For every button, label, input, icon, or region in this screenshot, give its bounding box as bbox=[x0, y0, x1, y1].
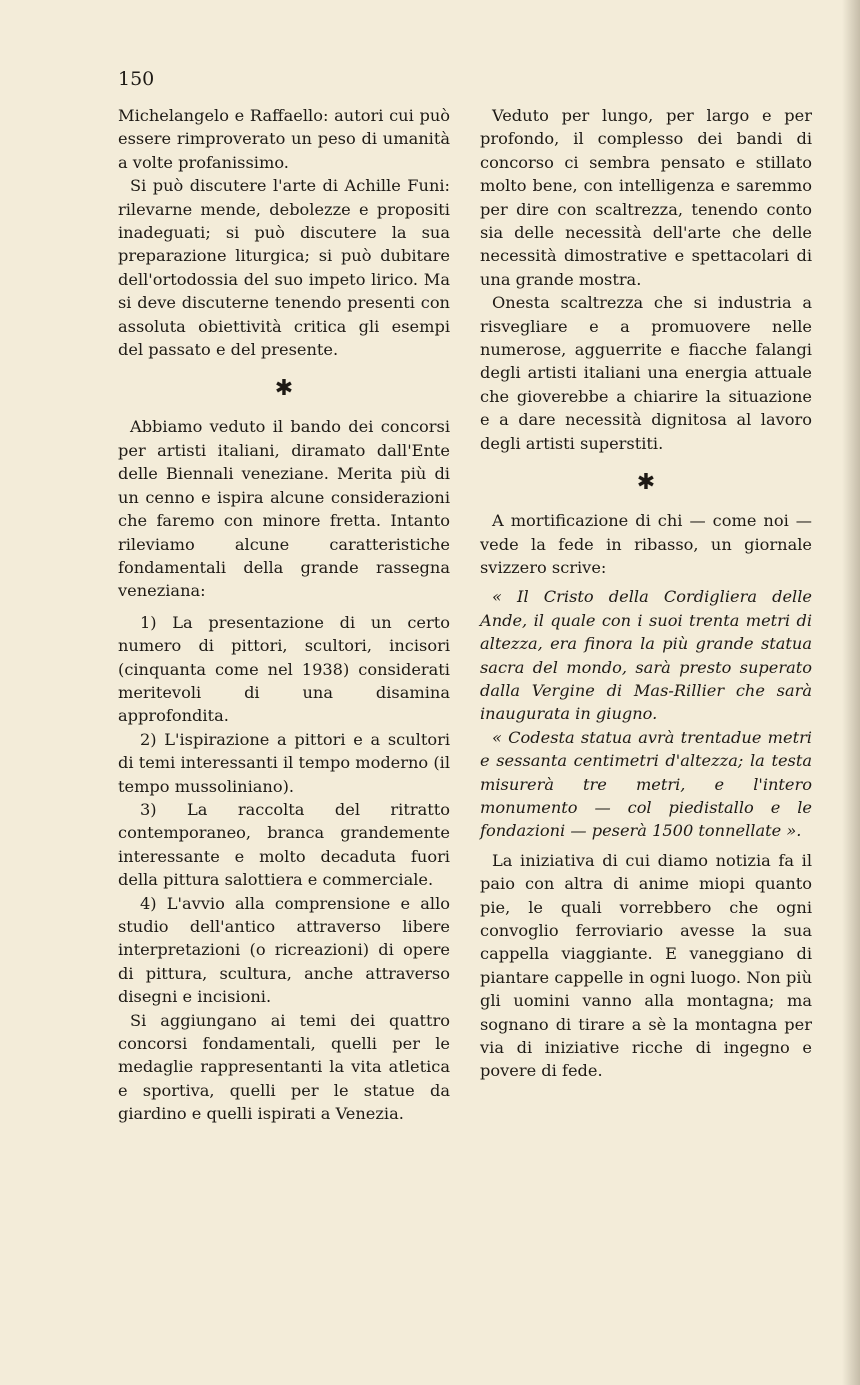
left-paragraph-3: Abbiamo veduto il bando dei concorsi per artisti italiani, diramato dall'Ente delle Biennali veneziane. Merita più di un cenno e ispira alcune considerazioni che faremo con minore fretta. Intanto rileviamo alcune caratteristiche fondamentali della grande rassegna veneziana: bbox=[118, 417, 450, 601]
right-paragraph-1: Veduto per lungo, per largo e per profondo, il complesso dei bandi di concorso ci sembra pensato e stillato molto bene, con intelligenza e saremmo per dire con scaltrezza, tenendo conto sia delle necessità dell'arte che delle necessità dimostrative e spettacolari di una grande mostra. bbox=[480, 106, 812, 289]
right-column bbox=[480, 104, 812, 1083]
page-edge-shadow bbox=[842, 0, 860, 1385]
list-item-1: 1) La presentazione di un certo numero di pittori, scultori, incisori (cinquanta come nel 1938) considerati meritevoli di una disamina approfondita. bbox=[118, 612, 450, 726]
list-item-4: 4) L'avvio alla comprensione e allo studio dell'antico attraverso libere interpretazioni (o ricreazioni) di opere di pittura, scultura, anche attraverso disegni e incisioni. bbox=[118, 893, 450, 1007]
left-paragraph-2: Si può discutere l'arte di Achille Funi: rilevarne mende, debolezze e propositi inadeguati; si può discutere la sua preparazione liturgica; si può dubitare dell'ortodossia del suo impeto lirico. Ma si deve discuterne tenendo presenti con assoluta obiettività critica gli esempi del passato e del presente. bbox=[118, 176, 450, 360]
right-paragraph-4: La iniziativa di cui diamo notizia fa il paio con altra di anime miopi quanto pie, le quali vorrebbero che ogni convoglio ferroviario avesse la sua cappella viaggiante. E vaneggiano di piantare cappelle in ogni luogo. Non più gli uomini vanno alla montagna; ma sognano di tirare a sè la montagna per via di iniziative ricche di ingegno e povere di fede. bbox=[480, 850, 812, 1081]
page-number: 150 bbox=[118, 68, 155, 90]
quotation-1: « Il Cristo della Cordigliera delle Ande, il quale con i suoi trenta metri di altezza, era finora la più grande statua sacra del mondo, sarà presto superato dalla Vergine di Mas-Rillier che sarà inaugurata in giugno. bbox=[480, 587, 812, 724]
right-paragraph-2: Onesta scaltrezza che si industria a risvegliare e a promuovere nelle numerose, agguerrite e fiacche falangi degli artisti italiani una energia attuale che gioverebbe a chiarire la situazione e a dare necessità dignitosa al lavoro degli artisti superstiti. bbox=[480, 293, 812, 453]
section-separator-asterisk: ✱ bbox=[636, 470, 656, 496]
right-paragraph-3: A mortificazione di chi — come noi — vede la fede in ribasso, un giornale svizzero scrive: bbox=[480, 511, 812, 577]
left-paragraph-1: Michelangelo e Raffaello: autori cui può essere rimproverato un peso di umanità a volte profanissimo. bbox=[118, 106, 450, 172]
quotation-2: « Codesta statua avrà trentadue metri e sessanta centimetri d'altezza; la testa misurerà tre metri, e l'intero monumento — col piedistallo e le fondazioni — peserà 1500 tonnellate ». bbox=[480, 727, 812, 841]
left-paragraph-4: Si aggiungano ai temi dei quattro concorsi fondamentali, quelli per le medaglie rappresentanti la vita atletica e sportiva, quelli per le statue da giardino e quelli ispirati a Venezia. bbox=[118, 1010, 450, 1124]
list-item-3: 3) La raccolta del ritratto contemporaneo, branca grandemente interessante e molto decaduta fuori della pittura salottiera e commerciale. bbox=[118, 799, 450, 890]
section-separator-asterisk: ✱ bbox=[274, 376, 294, 402]
list-item-2: 2) L'ispirazione a pittori e a scultori di temi interessanti il tempo moderno (il tempo mussoliniano). bbox=[118, 729, 450, 796]
left-column bbox=[118, 104, 450, 1126]
